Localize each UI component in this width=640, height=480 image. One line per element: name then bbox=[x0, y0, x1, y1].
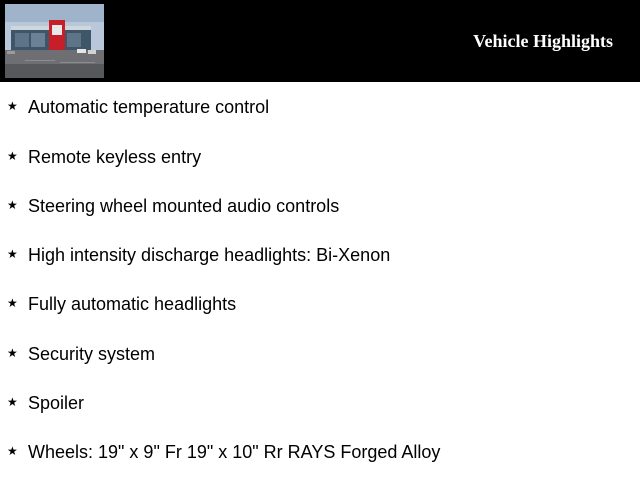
highlight-text: Fully automatic headlights bbox=[28, 294, 237, 314]
list-item bbox=[0, 343, 640, 367]
list-item bbox=[0, 392, 640, 416]
highlight-text: Security system bbox=[28, 344, 156, 364]
highlight-text: Remote keyless entry bbox=[28, 147, 202, 167]
list-item bbox=[0, 96, 640, 120]
list-item bbox=[0, 244, 640, 268]
star-icon: ★ bbox=[7, 395, 18, 409]
star-icon: ★ bbox=[7, 296, 18, 310]
star-icon: ★ bbox=[7, 99, 18, 113]
page-title: Vehicle Highlights bbox=[473, 31, 613, 51]
highlight-text: Steering wheel mounted audio controls bbox=[28, 196, 340, 216]
list-item bbox=[0, 146, 640, 170]
star-icon: ★ bbox=[7, 198, 18, 212]
highlight-text: Wheels: 19" x 9" Fr 19" x 10" Rr RAYS Forged Alloy bbox=[28, 442, 441, 462]
highlight-text: Spoiler bbox=[28, 393, 85, 413]
star-icon: ★ bbox=[7, 247, 18, 261]
highlight-text: Automatic temperature control bbox=[28, 97, 270, 117]
star-icon: ★ bbox=[7, 444, 18, 458]
list-item bbox=[0, 293, 640, 317]
star-icon: ★ bbox=[7, 346, 18, 360]
highlight-text: High intensity discharge headlights: Bi-Xenon bbox=[28, 245, 391, 265]
dealership-thumbnail bbox=[5, 4, 104, 78]
star-icon: ★ bbox=[7, 149, 18, 163]
list-item bbox=[0, 441, 640, 465]
list-item bbox=[0, 195, 640, 219]
header-bar bbox=[0, 0, 640, 82]
